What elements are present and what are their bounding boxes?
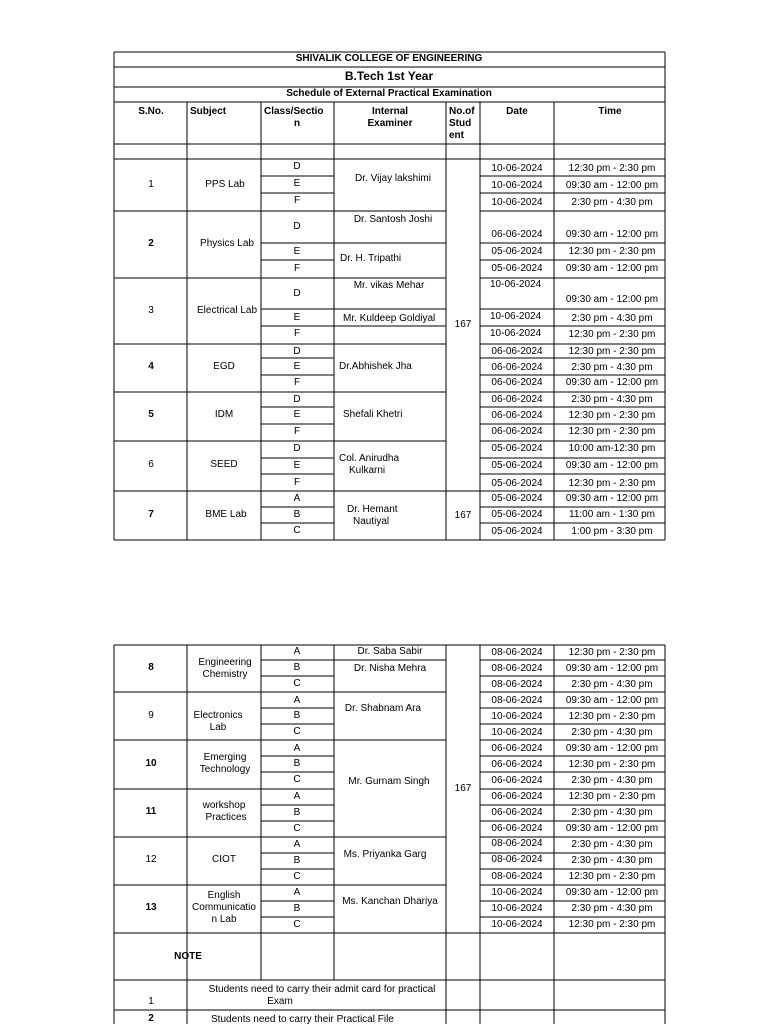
t2-section: C: [293, 919, 301, 930]
schedule-title: Schedule of External Practical Examination: [286, 88, 492, 99]
t2-section: B: [293, 710, 301, 721]
t1-examiner: Shefali Khetri: [343, 409, 403, 420]
note-text: Students need to carry their admit card for practical: [208, 984, 436, 995]
t2-date: 08-06-2024: [491, 647, 543, 658]
t2-date: 08-06-2024: [491, 838, 543, 849]
t2-sno: 11: [145, 806, 157, 817]
t1-section: E: [293, 361, 301, 372]
t1-section: B: [293, 509, 301, 520]
t1-date: 05-06-2024: [491, 478, 543, 489]
t1-time: 2:30 pm - 4:30 pm: [571, 394, 653, 405]
t1-section: F: [293, 377, 301, 388]
t1-sno: 7: [148, 509, 154, 520]
t2-time: 2:30 pm - 4:30 pm: [571, 807, 653, 818]
col-class-l1: Class/Sectio: [264, 106, 324, 117]
t2-time: 2:30 pm - 4:30 pm: [571, 839, 653, 850]
college-name: SHIVALIK COLLEGE OF ENGINEERING: [295, 53, 483, 64]
t1-time: 09:30 am - 12:00 pm: [565, 180, 659, 191]
t1-examiner: Mr. vikas Mehar: [353, 280, 425, 291]
col-students-l3: ent: [449, 130, 464, 141]
t1-subject: IDM: [214, 409, 234, 420]
t2-date: 08-06-2024: [491, 663, 543, 674]
t1-date: 10-06-2024: [490, 328, 542, 339]
t1-section: E: [293, 246, 301, 257]
t2-examiner: Ms. Kanchan Dhariya: [342, 896, 438, 907]
t2-subject: English: [207, 890, 241, 901]
t2-section: C: [293, 774, 301, 785]
t2-date: 08-06-2024: [491, 679, 543, 690]
t1-date: 10-06-2024: [490, 279, 542, 290]
t2-subject: Technology: [199, 764, 251, 775]
t2-subject: Communicatio: [192, 902, 256, 913]
t1-date: 06-06-2024: [491, 346, 543, 357]
t1-sno: 4: [148, 361, 154, 372]
t1-time: 12:30 pm - 2:30 pm: [568, 478, 656, 489]
t2-time: 12:30 pm - 2:30 pm: [568, 647, 656, 658]
t1-time: 09:30 am - 12:00 pm: [565, 229, 659, 240]
t2-date: 06-06-2024: [491, 807, 543, 818]
t1-date: 06-06-2024: [491, 377, 543, 388]
t2-section: C: [293, 823, 301, 834]
t2-time: 09:30 am - 12:00 pm: [565, 663, 659, 674]
t1-subject: Physics Lab: [200, 238, 254, 249]
col-subject: Subject: [190, 106, 227, 117]
t1-section: C: [293, 525, 301, 536]
t1-time: 09:30 am - 12:00 pm: [565, 377, 659, 388]
t2-time: 09:30 am - 12:00 pm: [565, 887, 659, 898]
t1-date: 06-06-2024: [491, 229, 543, 240]
t2-sno: 8: [148, 662, 154, 673]
t1-students-count: 167: [454, 319, 472, 330]
t2-sno: 12: [145, 854, 157, 865]
note-text: Exam: [267, 996, 293, 1007]
t1-sno: 3: [148, 305, 154, 316]
t1-section: F: [293, 477, 301, 488]
t1-date: 10-06-2024: [491, 197, 543, 208]
t2-section: B: [293, 758, 301, 769]
t1-students-count-bme: 167: [454, 510, 472, 521]
t2-examiner: Dr. Nisha Mehra: [353, 663, 427, 674]
t2-subject: Emerging: [203, 752, 247, 763]
t1-section: D: [293, 221, 301, 232]
t1-date: 05-06-2024: [491, 246, 543, 257]
t2-section: A: [293, 839, 301, 850]
t1-time: 12:30 pm - 2:30 pm: [568, 246, 656, 257]
t1-subject: BME Lab: [205, 509, 247, 520]
t2-subject: workshop: [202, 800, 246, 811]
t2-time: 09:30 am - 12:00 pm: [565, 743, 659, 754]
t1-time: 2:30 pm - 4:30 pm: [571, 313, 653, 324]
t1-examiner: Dr.Abhishek Jha: [339, 361, 412, 372]
t2-date: 10-06-2024: [491, 903, 543, 914]
t2-date: 06-06-2024: [491, 775, 543, 786]
t1-subject: EGD: [213, 361, 235, 372]
t1-date: 06-06-2024: [491, 362, 543, 373]
t2-date: 08-06-2024: [491, 871, 543, 882]
col-time: Time: [598, 106, 622, 117]
t2-examiner: Mr. Gurnam Singh: [348, 776, 430, 787]
t2-students-count: 167: [454, 783, 472, 794]
t2-section: B: [293, 807, 301, 818]
t1-time: 10:00 am-12:30 pm: [568, 443, 656, 454]
t1-time: 12:30 pm - 2:30 pm: [568, 346, 656, 357]
t1-date: 05-06-2024: [491, 493, 543, 504]
col-sno: S.No.: [138, 106, 164, 117]
t2-date: 06-06-2024: [491, 743, 543, 754]
t2-subject: Practices: [205, 812, 247, 823]
t2-time: 12:30 pm - 2:30 pm: [568, 871, 656, 882]
t1-date: 06-06-2024: [491, 426, 543, 437]
t1-section: F: [293, 426, 301, 437]
t1-date: 10-06-2024: [491, 163, 543, 174]
t2-section: A: [293, 646, 301, 657]
col-students-l1: No.of: [449, 106, 475, 117]
t2-date: 10-06-2024: [491, 711, 543, 722]
t1-time: 09:30 am - 12:00 pm: [565, 263, 659, 274]
t2-section: C: [293, 726, 301, 737]
t1-date: 05-06-2024: [491, 460, 543, 471]
t1-examiner: Col. Anirudha: [339, 453, 400, 464]
t2-examiner: Ms. Priyanka Garg: [343, 849, 427, 860]
t2-subject: n Lab: [211, 914, 237, 925]
t1-date: 05-06-2024: [491, 263, 543, 274]
t2-examiner: Dr. Shabnam Ara: [344, 703, 422, 714]
t2-date: 10-06-2024: [491, 919, 543, 930]
t1-date: 10-06-2024: [490, 311, 542, 322]
t1-section: D: [293, 443, 301, 454]
t2-subject: Lab: [209, 722, 227, 733]
t2-examiner: Dr. Saba Sabir: [357, 646, 423, 657]
t1-section: E: [293, 460, 301, 471]
t2-section: A: [293, 695, 301, 706]
t1-time: 12:30 pm - 2:30 pm: [568, 410, 656, 421]
t2-time: 2:30 pm - 4:30 pm: [571, 727, 653, 738]
t2-date: 10-06-2024: [491, 727, 543, 738]
t1-sno: 2: [148, 238, 154, 249]
t1-section: F: [293, 328, 301, 339]
t2-section: C: [293, 678, 301, 689]
t2-date: 08-06-2024: [491, 854, 543, 865]
t1-section: D: [293, 161, 301, 172]
col-class-l2: n: [293, 118, 301, 129]
t1-examiner: Dr. Santosh Joshi: [353, 214, 433, 225]
t1-section: F: [293, 263, 301, 274]
t1-date: 05-06-2024: [491, 509, 543, 520]
t1-time: 12:30 pm - 2:30 pm: [568, 163, 656, 174]
t1-examiner: Kulkarni: [349, 465, 386, 476]
t2-section: C: [293, 871, 301, 882]
t2-section: A: [293, 887, 301, 898]
col-examiner-l2: Examiner: [367, 118, 413, 129]
t2-subject: CIOT: [212, 854, 236, 865]
t1-time: 09:30 am - 12:00 pm: [565, 460, 659, 471]
t1-section: E: [293, 178, 301, 189]
t2-section: B: [293, 855, 301, 866]
t2-time: 12:30 pm - 2:30 pm: [568, 759, 656, 770]
t1-section: D: [293, 288, 301, 299]
t1-examiner: Nautiyal: [353, 516, 390, 527]
t2-date: 06-06-2024: [491, 759, 543, 770]
t2-time: 12:30 pm - 2:30 pm: [568, 791, 656, 802]
t2-time: 2:30 pm - 4:30 pm: [571, 775, 653, 786]
t2-sno: 9: [148, 710, 154, 721]
t1-subject: SEED: [210, 459, 238, 470]
t2-time: 2:30 pm - 4:30 pm: [571, 679, 653, 690]
t1-time: 09:30 am - 12:00 pm: [565, 294, 659, 305]
note-heading: NOTE: [174, 951, 202, 962]
t1-time: 2:30 pm - 4:30 pm: [571, 362, 653, 373]
t1-examiner: Dr. Hemant: [347, 504, 398, 515]
t2-section: B: [293, 662, 301, 673]
t1-time: 2:30 pm - 4:30 pm: [571, 197, 653, 208]
t1-section: D: [293, 346, 301, 357]
t2-sno: 13: [145, 902, 157, 913]
program-title: B.Tech 1st Year: [344, 69, 434, 83]
t1-sno: 1: [148, 179, 154, 190]
t1-examiner: Dr. Vijay lakshimi: [355, 173, 431, 184]
t1-sno: 5: [148, 409, 154, 420]
t2-section: B: [293, 903, 301, 914]
t2-time: 12:30 pm - 2:30 pm: [568, 919, 656, 930]
t1-time: 12:30 pm - 2:30 pm: [568, 329, 656, 340]
t2-sno: 10: [145, 758, 157, 769]
t1-date: 06-06-2024: [491, 410, 543, 421]
t1-section: F: [293, 195, 301, 206]
t2-time: 2:30 pm - 4:30 pm: [571, 855, 653, 866]
t2-date: 08-06-2024: [491, 695, 543, 706]
t1-section: E: [293, 409, 301, 420]
t1-date: 05-06-2024: [491, 526, 543, 537]
note-sno: 2: [148, 1013, 154, 1024]
t2-date: 06-06-2024: [491, 791, 543, 802]
t1-examiner: Mr. Kuldeep Goldiyal: [343, 313, 436, 324]
t1-time: 12:30 pm - 2:30 pm: [568, 426, 656, 437]
t1-subject: PPS Lab: [205, 179, 245, 190]
col-examiner-l1: Internal: [371, 106, 409, 117]
t1-section: A: [293, 493, 301, 504]
t1-examiner: Dr. H. Tripathi: [340, 253, 402, 264]
t2-time: 12:30 pm - 2:30 pm: [568, 711, 656, 722]
t2-section: A: [293, 743, 301, 754]
t1-time: 1:00 pm - 3:30 pm: [571, 526, 653, 537]
t1-subject: Electrical Lab: [196, 305, 258, 316]
t1-section: D: [293, 394, 301, 405]
t1-date: 05-06-2024: [491, 443, 543, 454]
t2-section: A: [293, 791, 301, 802]
t1-section: E: [293, 312, 301, 323]
t2-subject: Chemistry: [202, 669, 248, 680]
note-sno: 1: [148, 996, 154, 1007]
t1-date: 06-06-2024: [491, 394, 543, 405]
t2-subject: Engineering: [198, 657, 252, 668]
t2-time: 2:30 pm - 4:30 pm: [571, 903, 653, 914]
t2-subject: Electronics: [193, 710, 243, 721]
t2-time: 09:30 am - 12:00 pm: [565, 695, 659, 706]
t2-date: 06-06-2024: [491, 823, 543, 834]
t1-date: 10-06-2024: [491, 180, 543, 191]
t1-time: 09:30 am - 12:00 pm: [565, 493, 659, 504]
col-students-l2: Stud: [449, 118, 472, 129]
t1-time: 11:00 am - 1:30 pm: [569, 509, 655, 520]
t2-date: 10-06-2024: [491, 887, 543, 898]
col-date: Date: [506, 106, 528, 117]
note-text: Students need to carry their Practical File: [211, 1014, 394, 1025]
t1-sno: 6: [148, 459, 154, 470]
t2-time: 09:30 am - 12:00 pm: [565, 823, 659, 834]
